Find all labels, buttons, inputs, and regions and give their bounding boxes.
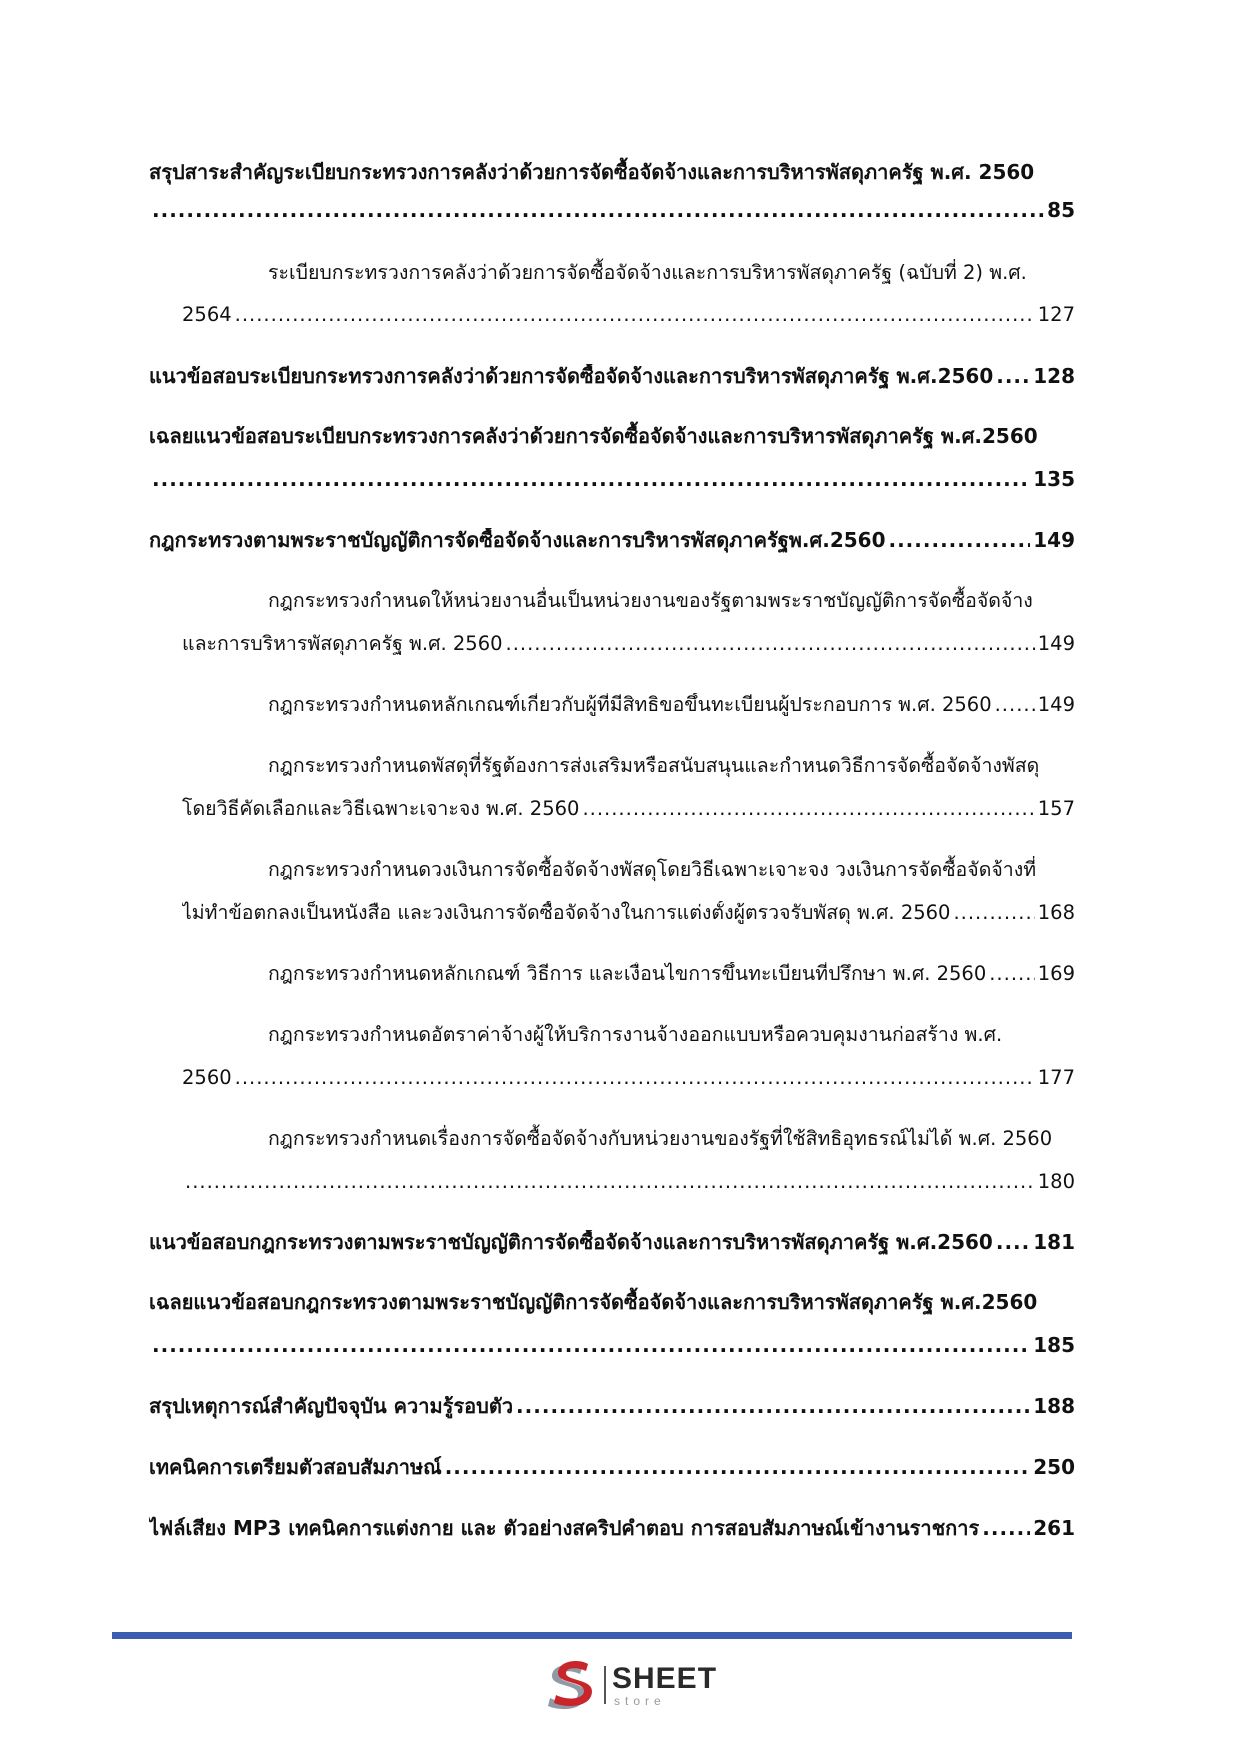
dot-leader — [445, 1455, 1031, 1479]
toc-subentry-title[interactable]: กฎกระทรวงกำหนดอัตราค่าจ้างผู้ให้บริการงานจ้างออกแบบหรือควบคุมงานก่อสร้าง พ.ศ. — [268, 1023, 1003, 1046]
toc-entry[interactable] — [149, 1230, 1075, 1260]
dot-leader — [235, 1066, 1035, 1090]
toc-subentry-leader-row[interactable] — [182, 797, 1075, 827]
toc-subentry-title[interactable]: กฎกระทรวงกำหนดเรื่องการจัดซื้อจัดจ้างกับหน่วยงานของรัฐที่ใช้สิทธิอุทธรณ์ไม่ได้ พ.ศ. 2560 — [268, 1127, 1053, 1150]
toc-entry-title: กฎกระทรวงตามพระราชบัญญัติการจัดซื้อจัดจ้างและการบริหารพัสดุภาครัฐพ.ศ.2560 — [149, 528, 886, 552]
dot-leader — [152, 1333, 1030, 1357]
toc-entry-continuation: ไม่ทำข้อตกลงเป็นหนังสือ และวงเงินการจัดซื้อจัดจ้างในการแต่งตั้งผู้ตรวจรับพัสดุ พ.ศ. 2560 — [182, 901, 951, 924]
toc-entry-title: ไฟล์เสียง MP3 เทคนิคการแต่งกาย และ ตัวอย่างสคริปคำตอบ การสอบสัมภาษณ์เข้างานราชการ — [149, 1516, 980, 1540]
toc-page-number: 185 — [1033, 1333, 1075, 1357]
toc-subentry[interactable] — [268, 962, 1075, 992]
toc-entry-leader-row[interactable] — [149, 1333, 1075, 1363]
dot-leader — [582, 797, 1034, 821]
toc-page-number: 177 — [1037, 1066, 1075, 1089]
footer-divider — [112, 1632, 1072, 1639]
toc-page-number: 157 — [1037, 797, 1075, 820]
toc-page-number: 85 — [1047, 198, 1075, 222]
dot-leader — [152, 467, 1030, 491]
toc-subentry-leader-row[interactable] — [182, 1066, 1075, 1096]
toc-subentry-title[interactable]: กฎกระทรวงกำหนดวงเงินการจัดซื้อจัดจ้างพัสดุโดยวิธีเฉพาะเจาะจง วงเงินการจัดซื้อจัดจ้างที่ — [268, 858, 1037, 881]
dot-leader — [996, 1230, 1030, 1254]
dot-leader — [995, 693, 1035, 717]
toc-page-number: 181 — [1033, 1230, 1075, 1254]
toc-subentry-title[interactable]: กฎกระทรวงกำหนดพัสดุที่รัฐต้องการส่งเสริมหรือสนับสนุนและกำหนดวิธีการจัดซื้อจัดจ้างพัสดุ — [268, 754, 1040, 777]
toc-entry-title: แนวข้อสอบระเบียบกระทรวงการคลังว่าด้วยการจัดซื้อจัดจ้างและการบริหารพัสดุภาครัฐ พ.ศ.2560 — [149, 364, 994, 388]
toc-page-number: 149 — [1037, 693, 1075, 716]
toc-page-number: 169 — [1037, 962, 1075, 985]
toc-entry-title: เทคนิคการเตรียมตัวสอบสัมภาษณ์ — [149, 1455, 442, 1479]
toc-entry[interactable] — [149, 1394, 1075, 1424]
toc-page-number: 127 — [1037, 303, 1075, 326]
toc-page-number: 250 — [1033, 1455, 1075, 1479]
dot-leader — [888, 528, 1030, 552]
toc-page-number: 180 — [1037, 1170, 1075, 1193]
dot-leader — [235, 303, 1035, 327]
toc-entry-continuation: และการบริหารพัสดุภาครัฐ พ.ศ. 2560 — [182, 632, 503, 655]
toc-subentry-title[interactable]: ระเบียบกระทรวงการคลังว่าด้วยการจัดซื้อจัดจ้างและการบริหารพัสดุภาครัฐ (ฉบับที่ 2) พ.ศ. — [268, 261, 1027, 284]
dot-leader — [152, 198, 1044, 222]
toc-page-number: 168 — [1037, 901, 1075, 924]
dot-leader — [516, 1394, 1030, 1418]
toc-subentry-leader-row[interactable] — [182, 1170, 1075, 1200]
toc-entry-title: กฎกระทรวงกำหนดหลักเกณฑ์เกี่ยวกับผู้ที่มีสิทธิขอขึ้นทะเบียนผู้ประกอบการ พ.ศ. 2560 — [268, 693, 992, 716]
dot-leader — [982, 1516, 1030, 1540]
toc-entry-leader-row[interactable] — [149, 198, 1075, 228]
toc-entry-title: สรุปเหตุการณ์สำคัญปัจจุบัน ความรู้รอบตัว — [149, 1394, 514, 1418]
toc-entry[interactable] — [149, 1516, 1075, 1546]
toc-entry[interactable] — [149, 364, 1075, 394]
dot-leader — [989, 962, 1035, 986]
toc-entry[interactable] — [149, 1455, 1075, 1485]
dot-leader — [996, 364, 1030, 388]
logo-wordmark: SHEET — [612, 1662, 718, 1695]
logo-subtext: store — [614, 1694, 666, 1708]
toc-page-number: 188 — [1033, 1394, 1075, 1418]
dot-leader — [185, 1170, 1035, 1194]
dot-leader — [953, 901, 1034, 925]
sheet-store-s-logo-icon — [542, 1660, 600, 1712]
toc-entry-title[interactable]: สรุปสาระสำคัญระเบียบกระทรวงการคลังว่าด้วยการจัดซื้อจัดจ้างและการบริหารพัสดุภาครัฐ พ.ศ. 2560 — [149, 160, 1035, 184]
toc-entry-title: กฎกระทรวงกำหนดหลักเกณฑ์ วิธีการ และเงื่อนไขการขึ้นทะเบียนที่ปรึกษา พ.ศ. 2560 — [268, 962, 987, 985]
toc-subentry-leader-row[interactable] — [182, 632, 1075, 662]
sheet-store-logo — [542, 1660, 718, 1712]
toc-page-number: 149 — [1033, 528, 1075, 552]
toc-entry-continuation: 2564 — [182, 303, 232, 326]
dot-leader — [506, 632, 1035, 656]
toc-entry-title[interactable]: เฉลยแนวข้อสอบกฎกระทรวงตามพระราชบัญญัติการจัดซื้อจัดจ้างและการบริหารพัสดุภาครัฐ พ.ศ.2560 — [149, 1290, 1038, 1314]
toc-subentry[interactable] — [268, 693, 1075, 723]
toc-entry-continuation: 2560 — [182, 1066, 232, 1089]
toc-page-number: 128 — [1033, 364, 1075, 388]
toc-subentry-leader-row[interactable] — [182, 901, 1075, 931]
toc-entry-title: แนวข้อสอบกฎกระทรวงตามพระราชบัญญัติการจัดซื้อจัดจ้างและการบริหารพัสดุภาครัฐ พ.ศ.2560 — [149, 1230, 993, 1254]
toc-page-number: 149 — [1037, 632, 1075, 655]
toc-subentry-title[interactable]: กฎกระทรวงกำหนดให้หน่วยงานอื่นเป็นหน่วยงานของรัฐตามพระราชบัญญัติการจัดซื้อจัดจ้าง — [268, 589, 1033, 612]
toc-entry-leader-row[interactable] — [149, 467, 1075, 497]
toc-entry-title[interactable]: เฉลยแนวข้อสอบระเบียบกระทรวงการคลังว่าด้วยการจัดซื้อจัดจ้างและการบริหารพัสดุภาครัฐ พ.ศ.2560 — [149, 424, 1038, 448]
toc-entry-continuation: โดยวิธีคัดเลือกและวิธีเฉพาะเจาะจง พ.ศ. 2560 — [182, 797, 580, 820]
logo-separator — [604, 1666, 606, 1704]
toc-subentry-leader-row[interactable] — [182, 303, 1075, 333]
toc-page-number: 261 — [1033, 1516, 1075, 1540]
toc-page-number: 135 — [1033, 467, 1075, 491]
toc-entry[interactable] — [149, 528, 1075, 558]
